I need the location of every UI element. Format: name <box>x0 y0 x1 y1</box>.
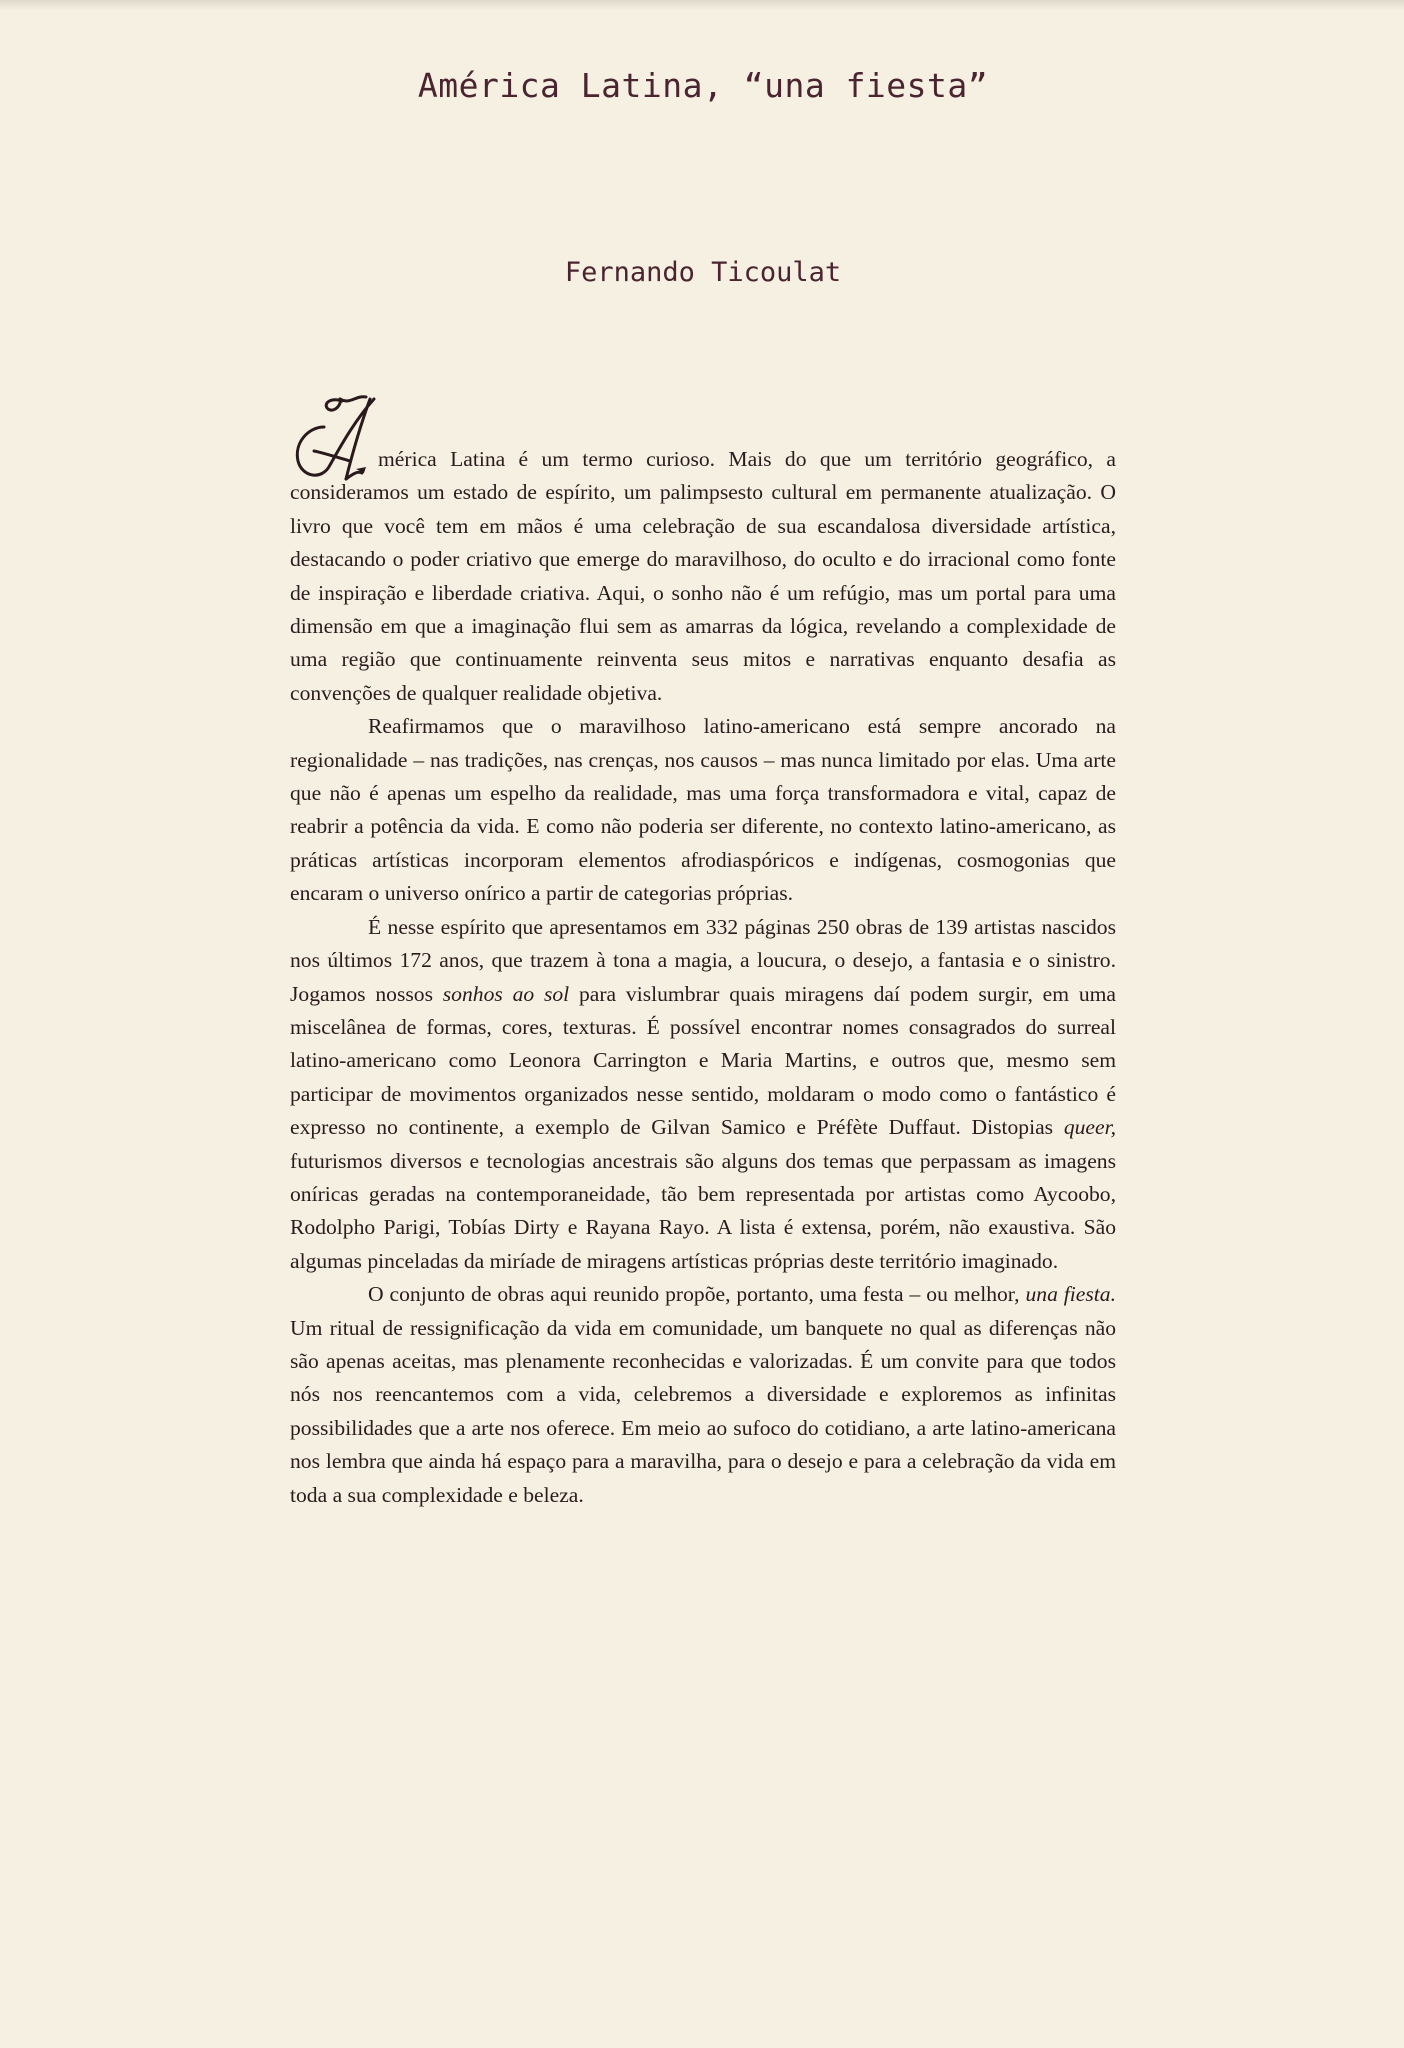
text-run: futurismos diversos e tecnologias ancestrais são alguns dos temas que perpassam as imagens oníricas geradas na contemporaneidade, tão bem representada por artistas como Aycoobo, Rodolpho Parigi, Tobías Dirty e Rayana Rayo. A lista é extensa, porém, não exaustiva. São algumas pinceladas da miríade de miragens artísticas próprias deste território imaginado. <box>290 1148 1116 1273</box>
paragraph-3 <box>290 911 1116 1278</box>
text-run: mérica Latina é um termo curioso. Mais do que um território geográfico, a consideramos um estado de espírito, um palimpsesto cultural em permanente atualização. O livro que você tem em mãos é uma celebração de sua escandalosa diversidade artística, destacando o poder criativo que emerge do maravilhoso, do oculto e do irracional como fonte de inspiração e liberdade criativa. Aqui, o sonho não é um refúgio, mas um portal para uma dimensão em que a imaginação flui sem as amarras da lógica, revelando a complexidade de uma região que continuamente reinventa seus mitos e narrativas enquanto desafia as convenções de qualquer realidade objetiva. <box>290 447 1116 705</box>
author-name: Fernando Ticoulat <box>564 257 842 288</box>
italic-text: queer, <box>1063 1115 1116 1140</box>
text-run: O conjunto de obras aqui reunido propõe, portanto, uma festa – ou melhor, <box>368 1282 1026 1307</box>
text-run: Um ritual de ressignificação da vida em comunidade, um banquete no qual as diferenças não são apenas aceitas, mas plenamente reconhecidas e valorizadas. É um convite para que todos nós nos reencantemos com a vida, celebremos a diversidade e exploremos as infinitas possibilidades que a arte nos oferece. Em meio ao sufoco do cotidiano, a arte latino-americana nos lembra que ainda há espaço para a maravilha, para o desejo e para a celebração da vida em toda a sua complexidade e beleza. <box>290 1315 1116 1507</box>
dropcap-a-icon <box>284 391 394 487</box>
page-title: América Latina, “una fiesta” <box>417 66 989 105</box>
top-edge-shadow <box>0 0 1404 10</box>
paragraph-1 <box>290 443 1116 710</box>
text-run: É nesse espírito que apresentamos em 332 páginas 250 obras de 139 artistas nascidos nos últimos 172 anos, que trazem à tona a magia, a loucura, o desejo, a fantasia e o sinistro. Jogamos nossos <box>290 914 1116 1006</box>
decorative-dropcap <box>284 391 394 487</box>
paragraph-4 <box>290 1278 1116 1512</box>
article-body <box>290 443 1116 1512</box>
paragraph-2 <box>290 710 1116 910</box>
text-run: Reafirmamos que o maravilhoso latino-americano está sempre ancorado na regionalidade – nas tradições, nas crenças, nos causos – mas nunca limitado por elas. Uma arte que não é apenas um espelho da realidade, mas uma força transformadora e vital, capaz de reabrir a potência da vida. E como não poderia ser diferente, no contexto latino-americano, as práticas artísticas incorporam elementos afrodiaspóricos e indígenas, cosmogonias que encaram o universo onírico a partir de categorias próprias. <box>290 714 1116 906</box>
italic-text: una fiesta. <box>1025 1282 1116 1307</box>
italic-text: sonhos ao sol <box>442 981 570 1006</box>
text-run: para vislumbrar quais miragens daí podem surgir, em uma miscelânea de formas, cores, texturas. É possível encontrar nomes consagrados do surreal latino-americano como Leonora Carrington e Maria Martins, e outros que, mesmo sem participar de movimentos organizados nesse sentido, moldaram o modo como o fantástico é expresso no continente, a exemplo de Gilvan Samico e Préfète Duffaut. Distopias <box>290 981 1117 1140</box>
